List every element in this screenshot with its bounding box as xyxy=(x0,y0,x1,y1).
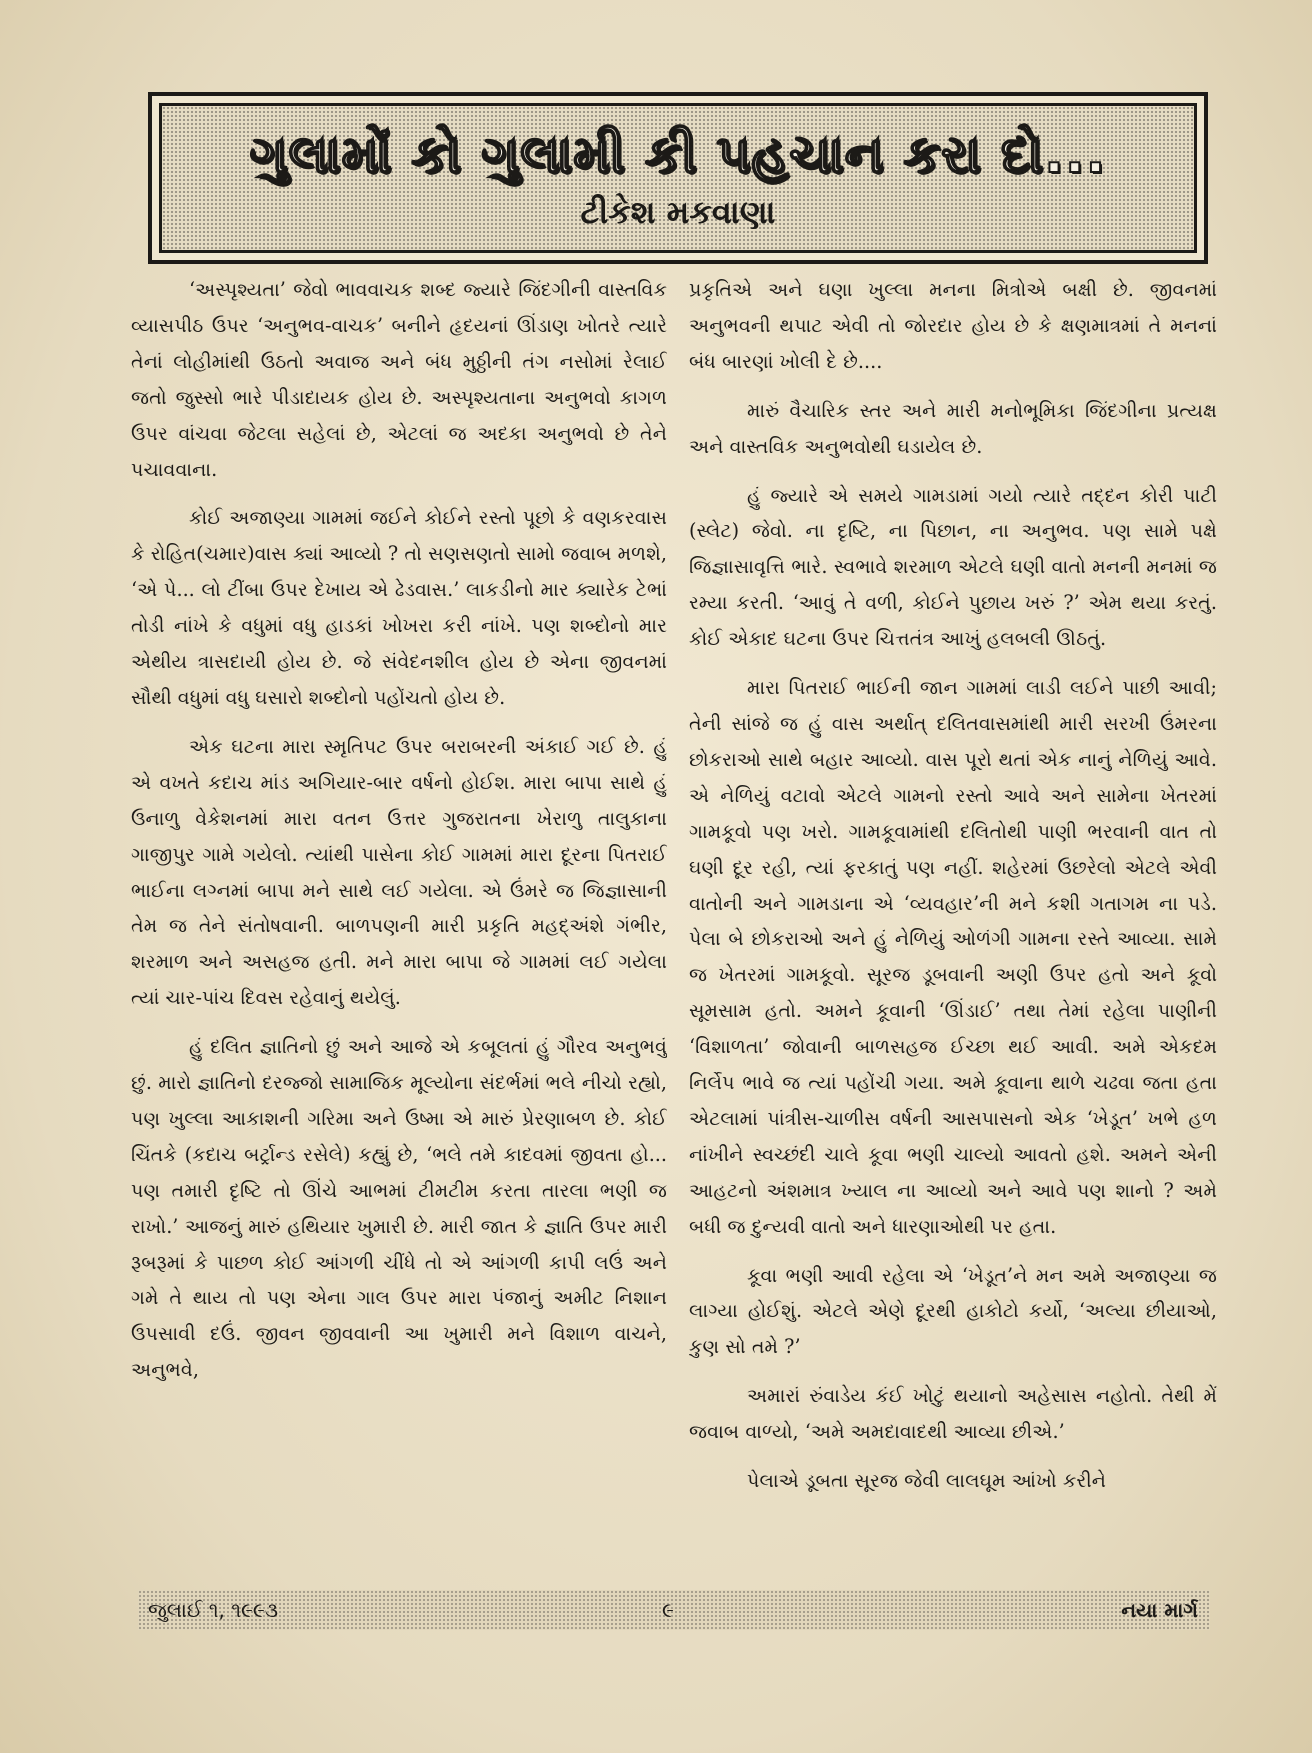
footer-magazine-name: નયા માર્ગ xyxy=(1121,1598,1198,1622)
paragraph: એક ઘટના મારા સ્મૃતિપટ ઉપર બરાબરની અંકાઈ ગઈ છે. હું એ વખતે કદાચ માંડ અગિયાર-બાર વર્ષનો હોઈશ. મારા બાપા સાથે હું ઉનાળુ વેકેશનમાં મારા વતન ઉત્તર ગુજરાતના ખેરાળુ તાલુકાના ગાજીપુર ગામે ગયેલો. ત્યાંથી પાસેના કોઈ ગામમાં મારા દૂરના પિતરાઈ ભાઈના લગ્નમાં બાપા મને સાથે લઈ ગયેલા. એ ઉંમરે જ જિજ્ઞાસાની તેમ જ તેને સંતોષવાની. બાળપણની મારી પ્રકૃતિ મહદ્અંશે ગંભીર, શરમાળ અને અસહજ હતી. મને મારા બાપા જે ગામમાં લઈ ગયેલા ત્યાં ચાર-પાંચ દિવસ રહેવાનું થયેલું. xyxy=(131,734,667,1010)
left-column xyxy=(131,272,667,1588)
paragraph: મારું વૈચારિક સ્તર અને મારી મનોભૂમિકા જિંદગીના પ્રત્યક્ષ અને વાસ્તવિક અનુભવોથી ઘડાયેલ છે. xyxy=(689,398,1217,458)
paragraph: કોઈ અજાણ્યા ગામમાં જઈને કોઈને રસ્તો પૂછો કે વણકરવાસ કે રોહિત(ચમાર)વાસ ક્યાં આવ્યો ? તો સણસણતો સામો જવાબ મળશે, ‘એ પે... લો ટીંબા ઉપર દેખાય એ ઢેડવાસ.’ લાકડીનો માર ક્યારેક ટેભાં તોડી નાંખે કે વધુમાં વધુ હાડકાં ખોખરા કરી નાંખે. પણ શબ્દોનો માર એથીય ત્રાસદાયી હોય છે. જે સંવેદનશીલ હોય છે એના જીવનમાં સૌથી વધુમાં વધુ ઘસારો શબ્દોનો પહોંચતો હોય છે. xyxy=(131,506,667,709)
paragraph: હું જ્યારે એ સમયે ગામડામાં ગયો ત્યારે તદ્દન કોરી પાટી (સ્લેટ) જેવો. ના દૃષ્ટિ, ના પિછાન, ના અનુભવ. પણ સામે પક્ષે જિજ્ઞાસાવૃત્તિ ભારે. સ્વભાવે શરમાળ એટલે ઘણી વાતો મનની મનમાં જ રમ્યા કરતી. ‘આવું તે વળી, કોઈને પુછાય ખરું ?’ એમ થયા કરતું. કોઈ એકાદ ઘટના ઉપર ચિત્તતંત્ર આખું હલબલી ઊઠતું. xyxy=(689,483,1217,651)
title-banner-inner xyxy=(159,103,1197,253)
paragraph: અમારાં રુંવાડેય કંઈ ખોટું થયાનો અહેસાસ નહોતો. તેથી મેં જવાબ વાળ્યો, ‘અમે અમદાવાદથી આવ્યા છીએ.’ xyxy=(689,1384,1217,1444)
paragraph: હું દલિત જ્ઞાતિનો છું અને આજે એ કબૂલતાં હું ગૌરવ અનુભવું છું. મારો જ્ઞાતિનો દરજ્જો સામાજિક મૂલ્યોના સંદર્ભમાં ભલે નીચો રહ્યો, પણ ખુલ્લા આકાશની ગરિમા અને ઉષ્મા એ મારું પ્રેરણાબળ છે. કોઈ ચિંતકે (કદાચ બર્ટ્રાન્ડ રસેલે) કહ્યું છે, ‘ભલે તમે કાદવમાં જીવતા હો... પણ તમારી દૃષ્ટિ તો ઊંચે આભમાં ટીમટીમ કરતા તારલા ભણી જ રાખો.’ આજનું મારું હથિયાર ખુમારી છે. મારી જાત કે જ્ઞાતિ ઉપર મારી રૂબરૂમાં કે પાછળ કોઈ આંગળી ચીંધે તો એ આંગળી કાપી લઉં અને ગમે તે થાય તો પણ એના ગાલ ઉપર મારા પંજાનું અમીટ નિશાન ઉપસાવી દઉં. જીવન જીવવાની આ ખુમારી મને વિશાળ વાચને, અનુભવે, xyxy=(131,1035,667,1382)
footer-page-number: ૯ xyxy=(662,1598,674,1622)
page-footer xyxy=(138,1590,1210,1630)
paragraph: કૂવા ભણી આવી રહેલા એ ‘ખેડૂત’ને મન અમે અજાણ્યા જ લાગ્યા હોઈશું. એટલે એણે દૂરથી હાકોટો કર્યો, ‘અલ્યા છીયાઓ, કુણ સો તમે ?’ xyxy=(689,1263,1217,1359)
paragraph: મારા પિતરાઈ ભાઈની જાન ગામમાં લાડી લઈને પાછી આવી; તેની સાંજે જ હું વાસ અર્થાત્ દલિતવાસમાંથી મારી સરખી ઉંમરના છોકરાઓ સાથે બહાર આવ્યો. વાસ પૂરો થતાં એક નાનું નેળિયું આવે. એ નેળિયું વટાવો એટલે ગામનો રસ્તો આવે અને સામેના ખેતરમાં ગામકૂવો પણ ખરો. ગામકૂવામાંથી દલિતોથી પાણી ભરવાની વાત તો ઘણી દૂર રહી, ત્યાં ફરકાતું પણ નહીં. શહેરમાં ઉછરેલો એટલે એવી વાતોની અને ગામડાના એ ‘વ્યવહાર’ની મને કશી ગતાગમ ના પડે. પેલા બે છોકરાઓ અને હું નેળિયું ઓળંગી ગામના રસ્તે આવ્યા. સામે જ ખેતરમાં ગામકૂવો. સૂરજ ડૂબવાની અણી ઉપર હતો અને કૂવો સૂમસામ હતો. અમને કૂવાની ‘ઊંડાઈ’ તથા તેમાં રહેલા પાણીની ‘વિશાળતા’ જોવાની બાળસહજ ઈચ્છા થઈ આવી. અમે એકદમ નિર્લેપ ભાવે જ ત્યાં પહોંચી ગયા. અમે કૂવાના થાળે ચઢવા જતા હતા એટલામાં પાંત્રીસ-ચાળીસ વર્ષની આસપાસનો એક ‘ખેડૂત’ ખભે હળ નાંખીને સ્વચ્છંદી ચાલે કૂવા ભણી ચાલ્યો આવતો હશે. અમને એની આહટનો અંશમાત્ર ખ્યાલ ના આવ્યો અને આવે પણ શાનો ? અમે બધી જ દુન્યવી વાતો અને ધારણાઓથી પર હતા. xyxy=(689,676,1217,1238)
article-author: ટીકેશ મકવાણા xyxy=(580,193,776,231)
paragraph-continued: પ્રકૃતિએ અને ઘણા ખુલ્લા મનના મિત્રોએ બક્ષી છે. જીવનમાં અનુભવની થપાટ એવી તો જોરદાર હોય છે કે ક્ષણમાત્રમાં તે મનનાં બંધ બારણાં ખોલી દે છે.... xyxy=(689,278,1217,373)
title-banner xyxy=(148,92,1208,264)
paragraph: ‘અસ્પૃશ્યતા’ જેવો ભાવવાચક શબ્દ જ્યારે જિંદગીની વાસ્તવિક વ્યાસપીઠ ઉપર ‘અનુભવ-વાચક’ બનીને હૃદયનાં ઊંડાણ ખોતરે ત્યારે તેનાં લોહીમાંથી ઉઠતો અવાજ અને બંધ મુઠ્ઠીની તંગ નસોમાં રેલાઈ જતો જુસ્સો ભારે પીડાદાયક હોય છે. અસ્પૃશ્યતાના અનુભવો કાગળ ઉપર વાંચવા જેટલા સહેલાં છે, એટલાં જ અદકા અનુભવો છે તેને પચાવવાના. xyxy=(131,278,667,481)
article-title: ગુલામોં કો ગુલામી કી પહચાન કરા દો... xyxy=(249,125,1107,185)
footer-date: જુલાઈ ૧, ૧૯૯૩ xyxy=(148,1598,279,1622)
right-column xyxy=(689,272,1217,1588)
paragraph: પેલાએ ડૂબતા સૂરજ જેવી લાલઘૂમ આંખો કરીને xyxy=(747,1469,1107,1493)
